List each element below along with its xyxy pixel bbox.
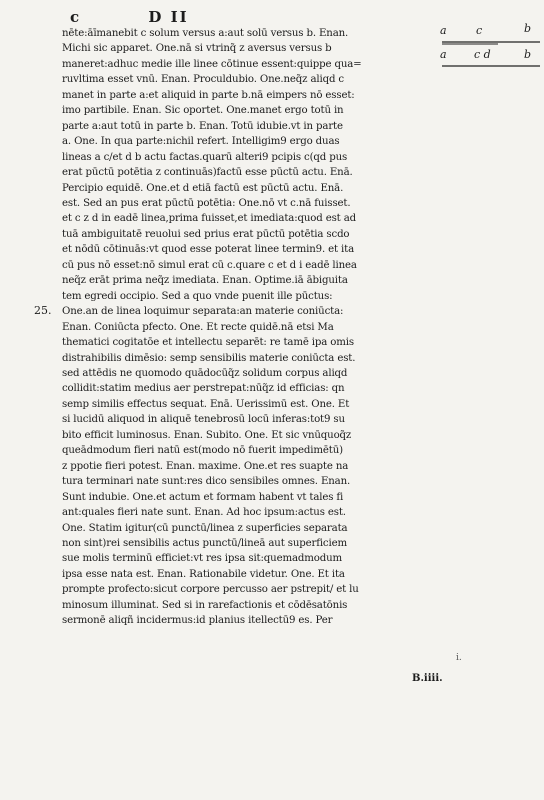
text-line: sermonē aliqñ incidermus:id planius itellectū9 es. Per	[62, 615, 333, 627]
signature-mark: B.iiii.	[412, 673, 443, 684]
diagram-label-b1: b	[524, 22, 532, 35]
text-line: imo partibile. Enan. Sic oportet. One.manet ergo totū in	[62, 105, 344, 117]
text-line: Sunt indubie. One.et actum et formam habent vt tales fi	[62, 491, 344, 503]
text-line: parte a:aut totū in parte b. Enan. Totū idubie.vt in parte	[62, 120, 343, 132]
line-diagram-svg	[440, 6, 544, 76]
text-line: tem egredi occipio. Sed a quo vnde puenit ille pūctus:	[62, 290, 333, 302]
line-diagram	[440, 6, 544, 76]
text-line: ruvltima esset vnū. Enan. Proculdubio. One.neq̃z aliqd c	[62, 74, 344, 86]
text-line: neq̃z erāt prima neq̃z imediata. Enan. Optime.iā ābiguita	[62, 275, 348, 287]
text-line: minosum illuminat. Sed si in rarefactionis et cōdēsatōnis	[62, 599, 348, 611]
text-line: Michi sic apparet. One.nā si vtrinq̃ z aversus versus b	[62, 43, 332, 55]
running-head-left: c	[70, 8, 82, 26]
diagram-label-b2: b	[524, 48, 532, 61]
body-text	[62, 26, 440, 629]
text-line: lineas a c/et d b actu factas.quarū alteri9 pcipis c(qd pus	[62, 151, 348, 163]
text-line: One.an de linea loquimur separata:an materie coniūcta:	[62, 306, 344, 318]
text-line: thematici cogitatōe et intellectu separēt: re tamē ipa omis	[62, 337, 354, 349]
text-line: z ppotie fieri potest. Enan. maxime. One.et res suapte na	[62, 460, 349, 472]
text-line: et nōdū cōtinuās:vt quod esse poterat linee termin9. et ita	[62, 244, 355, 256]
text-line: manet in parte a:et aliquid in parte b.nā eimpers nō esset:	[62, 89, 355, 101]
text-line: cū pus nō esset:nō simul erat cū c.quare c et d i eadē linea	[62, 259, 357, 271]
text-line: non sint)rei sensibilis actus punctū/lineā aut superficiem	[62, 537, 347, 549]
diagram-label-a2: a	[440, 48, 447, 61]
text-line: Percipio equidē. One.et d etiā factū est pūctū actu. Enā.	[62, 182, 344, 194]
diagram-label-c1: c	[476, 24, 483, 37]
text-line: Enan. Coniūcta pfecto. One. Et recte quidē.nā etsi Ma	[62, 321, 334, 333]
text-line: nēte:āīmanebit c solum versus a:aut solū versus b. Enan.	[62, 28, 349, 39]
text-line: tuā ambiguitatē reuolui sed prius erat pūctū potētia scdo	[62, 228, 350, 240]
text-line: queādmodum fieri natū est(modo nō fuerit impedimētū)	[62, 445, 343, 457]
text-line: sed attēdis ne quomodo quādocūq̃z solidum corpus aliqd	[62, 367, 348, 379]
text-line: sue molis terminū efficiet:vt res ipsa sit:quemadmodum	[62, 553, 343, 565]
text-line: ipsa esse nata est. Enan. Rationabile videtur. One. Et ita	[62, 568, 345, 580]
text-line: a. One. In qua parte:nichil refert. Intelligim9 ergo duas	[62, 136, 340, 148]
text-line: prompte profecto:sicut corpore percusso aer pstrepit/ et lu	[62, 584, 359, 596]
text-line: bito efficit luminosus. Enan. Subito. One. Et sic vnūquoq̃z	[62, 429, 352, 441]
diagram-label-cd2: c d	[474, 48, 491, 61]
text-line: One. Statim igitur(cū punctū/linea z superficies separata	[62, 522, 348, 534]
text-line: collidit:statim medius aer perstrepat:nūq̃z id efficias: qn	[62, 383, 345, 395]
text-line: semp similis effectus sequat. Enā. Uerissimū est. One. Et	[62, 398, 350, 410]
running-head-right: D II	[148, 8, 189, 26]
text-line: ant:quales fieri nate sunt. Enan. Ad hoc ipsum:actus est.	[62, 507, 346, 519]
running-head	[70, 8, 410, 26]
text-line: erat pūctū potētia z continuās)factū esse pūctū actu. Enā.	[62, 167, 353, 179]
text-line: et c z d in eadē linea,prima fuisset,et imediata:quod est ad	[62, 213, 356, 225]
bottom-mark: i.	[456, 653, 462, 663]
margin-line-number: 25.	[34, 304, 52, 317]
text-line: tura terminari nate sunt:res dico sensibiles omnes. Enan.	[62, 476, 351, 488]
text-line: est. Sed an pus erat pūctū potētia: One.nō vt c.nā fuisset.	[62, 197, 351, 209]
text-line: distrahibilis dimēsio: semp sensibilis materie coniūcta est.	[62, 352, 356, 364]
text-line: si lucidū aliquod in aliquē tenebrosū locū inferas:tot9 su	[62, 414, 345, 426]
diagram-label-a1: a	[440, 24, 447, 37]
text-line: maneret:adhuc medie ille linee cōtinue essent:quippe qua=	[62, 58, 362, 70]
